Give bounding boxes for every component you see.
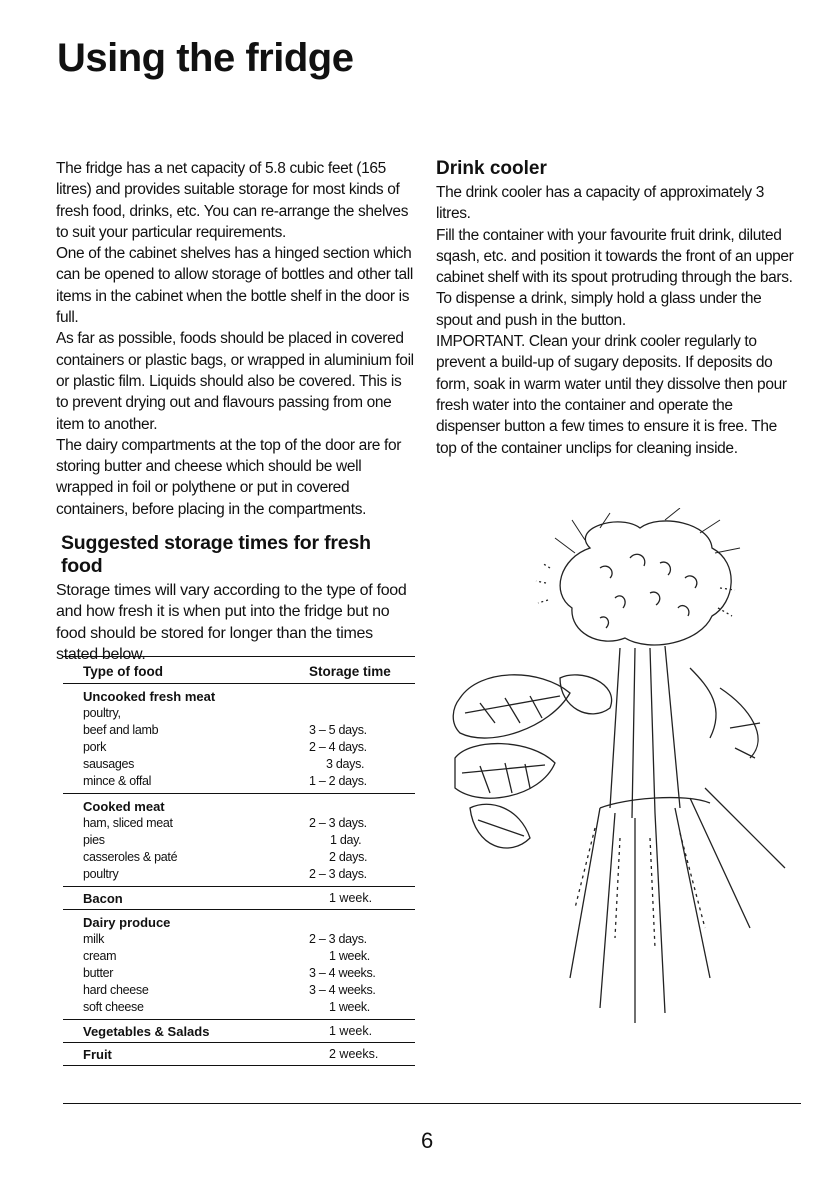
food-cell: pies (83, 833, 105, 847)
food-cell: Fruit (83, 1047, 112, 1062)
important-paragraph: IMPORTANT. Clean your drink cooler regularly to prevent a build-up of sugary deposits. If deposits do form, soak in warm water until they dissolve then pour fresh water into the container and operate the dispenser button a few times to ensure it is free. The top of the container unclips for cleaning inside. (436, 333, 787, 457)
page-number: 6 (421, 1128, 434, 1153)
time-cell: 2 – 3 days. (309, 932, 367, 946)
table-row (63, 757, 415, 774)
food-cell: Vegetables & Salads (83, 1024, 210, 1039)
food-cell: mince & offal (83, 774, 152, 788)
food-cell: ham, sliced meat (83, 816, 173, 830)
table-row (63, 867, 415, 884)
bottom-rule (63, 1103, 801, 1104)
food-cell: poultry, (83, 706, 121, 720)
group-title: Dairy produce (83, 915, 171, 930)
food-cell: cream (83, 949, 117, 963)
storage-times-heading: Suggested storage times for fresh food (61, 532, 371, 578)
table-row (63, 774, 415, 791)
group-title: Cooked meat (83, 799, 165, 814)
covering-paragraph: As far as possible, foods should be placed in covered containers or plastic bags, or wrapped in aluminium foil or plastic film. Liquids should also be covered. This is to prevent drying out and flavours passing from one item to another. (56, 330, 414, 433)
food-cell: Bacon (83, 891, 123, 906)
food-cell: soft cheese (83, 1000, 144, 1014)
time-cell: 1 – 2 days. (309, 774, 367, 788)
storage-times-intro: Storage times will vary according to the type of food and how fresh it is when put into the fridge but no food should be stored for longer than the times stated below. (56, 582, 407, 663)
food-cell: poultry (83, 867, 119, 881)
fill-paragraph: Fill the container with your favourite fruit drink, diluted sqash, etc. and position it towards the front of an upper cabinet shelf with its spout protruding through the bars. (436, 226, 794, 287)
group-title: Uncooked fresh meat (83, 689, 216, 704)
table-row (63, 740, 415, 757)
dairy-paragraph: The dairy compartments at the top of the door are for storing butter and cheese which should be well wrapped in foil or polythene or put in covered containers, before placing in the compartments. (56, 436, 402, 518)
table-row (63, 949, 415, 966)
storage-table (63, 656, 415, 1066)
food-cell: casseroles & paté (83, 850, 178, 864)
food-cell: hard cheese (83, 983, 149, 997)
time-cell: 3 – 5 days. (309, 723, 367, 737)
cauliflower-icon (536, 508, 740, 645)
table-row (63, 966, 415, 983)
food-cell: beef and lamb (83, 723, 159, 737)
food-cell: milk (83, 932, 105, 946)
intro-paragraph: The fridge has a net capacity of 5.8 cubic feet (165 litres) and provides suitable storage for most kinds of fresh food, drinks, etc. You can re-arrange the shelves to suit your particular requirements. (56, 160, 409, 241)
table-row (63, 723, 415, 740)
time-cell: 3 – 4 weeks. (309, 966, 376, 980)
page-title: Using the fridge (57, 36, 354, 80)
header-food: Type of food (83, 664, 163, 679)
table-group-cooked-meat (63, 794, 415, 887)
table-row (63, 932, 415, 949)
table-group-dairy (63, 910, 415, 1020)
table-row (63, 1000, 415, 1017)
time-cell: 1 week. (329, 1000, 370, 1014)
leaf-icon (453, 675, 611, 848)
table-row (63, 983, 415, 1000)
time-cell: 1 week. (329, 891, 373, 905)
time-cell: 2 – 3 days. (309, 867, 367, 881)
time-cell: 1 day. (330, 833, 362, 847)
time-cell: 1 week. (329, 1024, 373, 1038)
food-cell: butter (83, 966, 114, 980)
table-row (63, 816, 415, 833)
capacity-paragraph: The drink cooler has a capacity of approximately 3 litres. (436, 184, 764, 223)
shelf-paragraph: One of the cabinet shelves has a hinged section which can be opened to allow storage of bottles and other tall items in the cabinet when the bottle shelf in the door is full. (56, 245, 413, 327)
table-row-bacon (63, 887, 415, 910)
dispense-paragraph: To dispense a drink, simply hold a glass under the spout and push in the button. (436, 290, 762, 329)
right-column (436, 158, 796, 459)
table-group-uncooked-meat (63, 684, 415, 794)
table-row (63, 833, 415, 850)
table-row (63, 850, 415, 867)
left-column (56, 158, 416, 665)
time-cell: 2 – 3 days. (309, 816, 367, 830)
time-cell: 2 – 4 days. (309, 740, 367, 754)
time-cell: 3 days. (326, 757, 365, 771)
time-cell: 2 weeks. (329, 1047, 379, 1061)
table-row-vegetables (63, 1020, 415, 1043)
time-cell: 1 week. (329, 949, 370, 963)
time-cell: 3 – 4 weeks. (309, 983, 376, 997)
food-cell: sausages (83, 757, 135, 771)
vegetables-illustration-icon (450, 508, 800, 1028)
carrot-bunch-icon (570, 646, 785, 1023)
table-row-fruit (63, 1043, 415, 1066)
table-row (63, 706, 415, 723)
drink-cooler-heading: Drink cooler (436, 158, 547, 179)
food-cell: pork (83, 740, 107, 754)
table-header (63, 657, 415, 684)
header-time: Storage time (309, 664, 391, 679)
time-cell: 2 days. (329, 850, 368, 864)
